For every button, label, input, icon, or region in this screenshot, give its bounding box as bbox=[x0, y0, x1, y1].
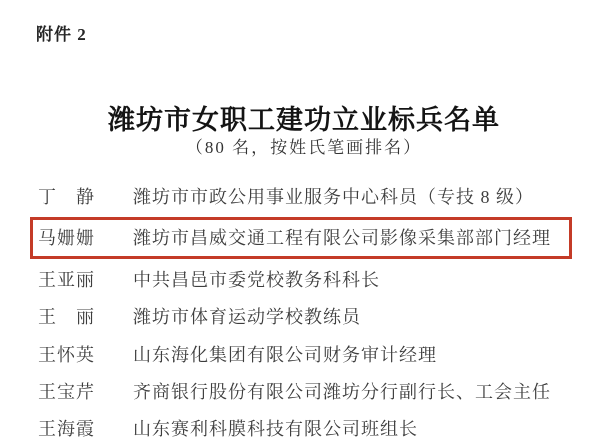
list-item bbox=[38, 381, 596, 403]
list-item bbox=[38, 344, 596, 366]
attachment-label: 附件 2 bbox=[36, 25, 87, 44]
person-name: 王海霞 bbox=[38, 419, 95, 439]
person-position: 齐商银行股份有限公司潍坊分行副行长、工会主任 bbox=[133, 382, 551, 402]
person-position: 潍坊市体育运动学校教练员 bbox=[133, 307, 361, 327]
person-name: 马姗姗 bbox=[38, 228, 95, 248]
person-position: 山东海化集团有限公司财务审计经理 bbox=[133, 345, 437, 365]
person-name: 丁 静 bbox=[38, 187, 95, 207]
person-position: 潍坊市昌威交通工程有限公司影像采集部部门经理 bbox=[133, 228, 551, 248]
page-subtitle: （80 名，按姓氏笔画排名） bbox=[185, 138, 423, 157]
list-item bbox=[38, 269, 596, 291]
list-item bbox=[38, 186, 596, 208]
person-position: 山东赛利科膜科技有限公司班组长 bbox=[133, 419, 418, 439]
person-position: 潍坊市市政公用事业服务中心科员（专技 8 级） bbox=[133, 187, 534, 207]
person-name: 王亚丽 bbox=[38, 270, 95, 290]
list-item bbox=[38, 418, 596, 440]
list-item-highlighted bbox=[38, 227, 596, 249]
page-title: 潍坊市女职工建功立业标兵名单 bbox=[108, 105, 500, 136]
person-name: 王 丽 bbox=[38, 307, 95, 327]
person-name: 王怀英 bbox=[38, 345, 95, 365]
list-item bbox=[38, 306, 596, 328]
person-position: 中共昌邑市委党校教务科科长 bbox=[133, 270, 380, 290]
person-name: 王宝芹 bbox=[38, 382, 95, 402]
